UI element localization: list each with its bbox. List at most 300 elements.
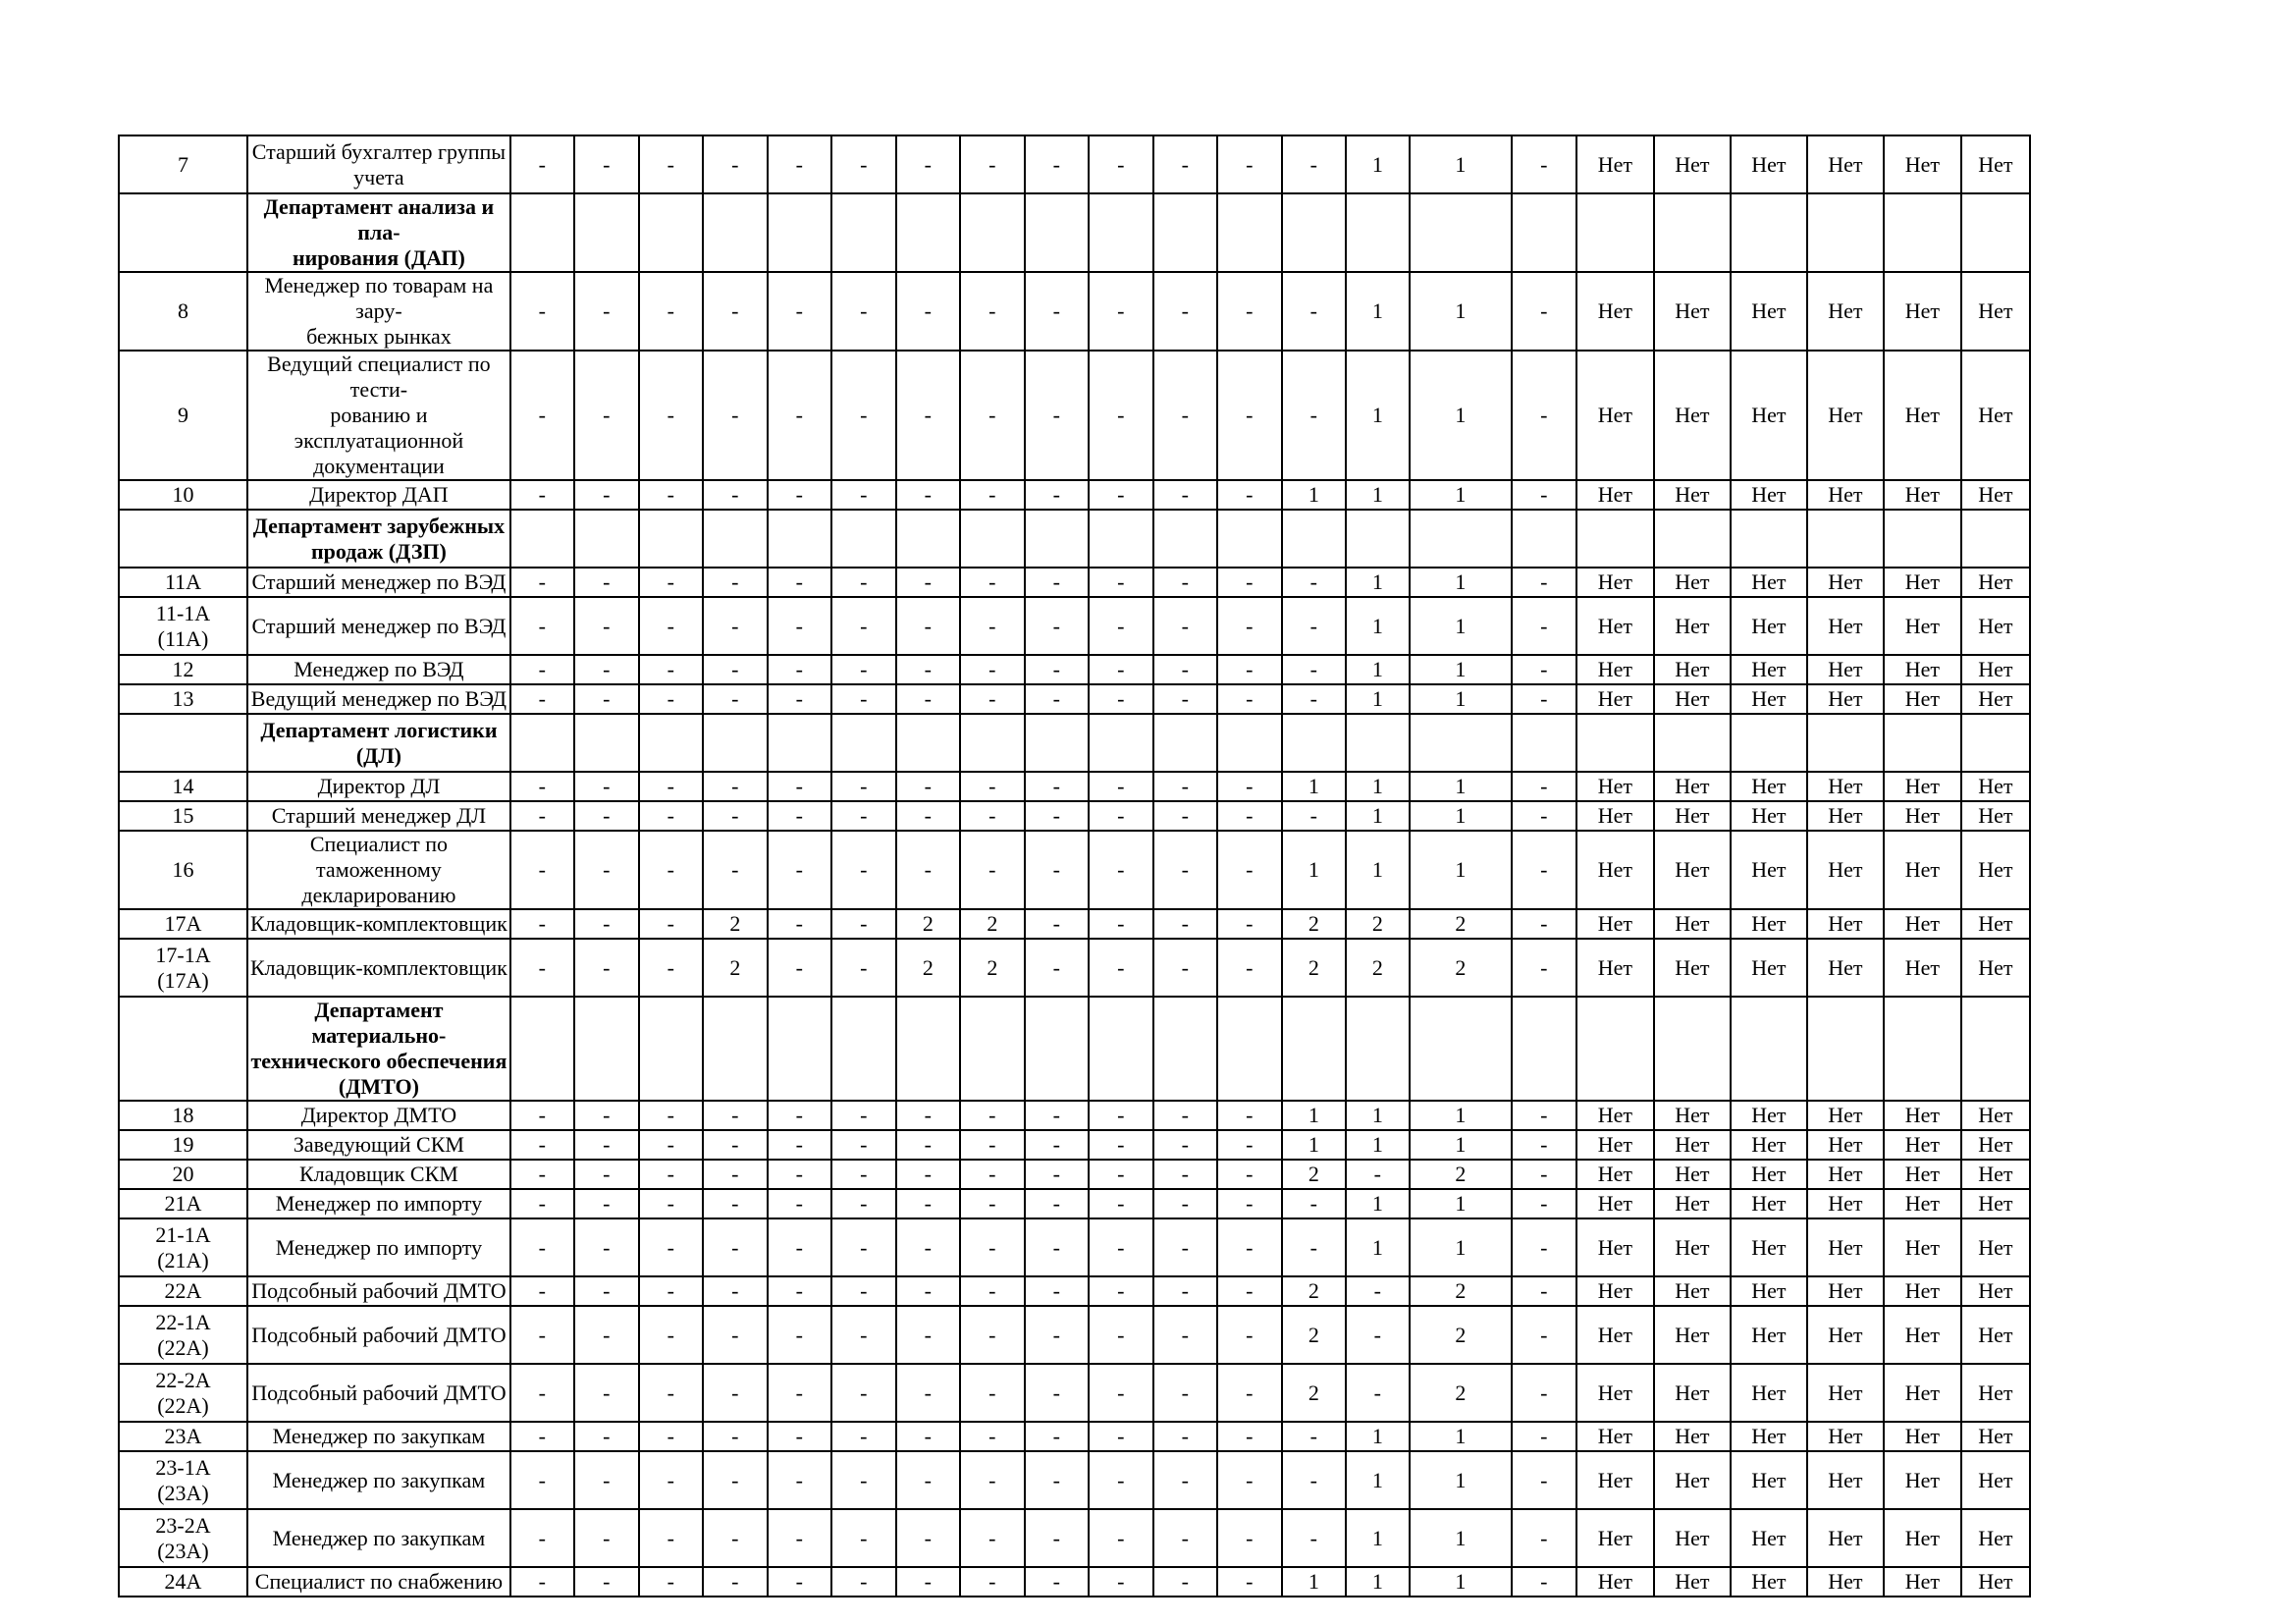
- value-cell: -: [1089, 1160, 1153, 1189]
- value-cell: -: [1089, 801, 1153, 831]
- value-cell: -: [831, 480, 896, 510]
- value-cell: Нет: [1654, 480, 1731, 510]
- value-cell: -: [1512, 1451, 1576, 1509]
- value-cell: Нет: [1884, 684, 1961, 714]
- value-cell: -: [574, 568, 639, 597]
- value-cell: -: [768, 1451, 831, 1509]
- value-cell: Нет: [1654, 1422, 1731, 1451]
- value-cell: -: [1217, 1422, 1282, 1451]
- value-cell: [1576, 997, 1654, 1101]
- value-cell: Нет: [1961, 568, 2030, 597]
- value-cell: 1: [1410, 597, 1512, 655]
- value-cell: Нет: [1576, 1101, 1654, 1130]
- value-cell: Нет: [1961, 1160, 2030, 1189]
- value-cell: Нет: [1731, 1101, 1807, 1130]
- value-cell: [574, 714, 639, 772]
- value-cell: Нет: [1884, 939, 1961, 997]
- value-cell: -: [831, 1101, 896, 1130]
- value-cell: Нет: [1576, 568, 1654, 597]
- value-cell: 2: [703, 909, 768, 939]
- value-cell: -: [960, 831, 1025, 909]
- value-cell: Нет: [1807, 1306, 1884, 1364]
- value-cell: [1217, 714, 1282, 772]
- value-cell: -: [1512, 939, 1576, 997]
- value-cell: -: [896, 772, 960, 801]
- value-cell: 1: [1346, 1130, 1410, 1160]
- value-cell: Нет: [1576, 684, 1654, 714]
- value-cell: Нет: [1807, 1160, 1884, 1189]
- value-cell: -: [831, 1451, 896, 1509]
- value-cell: -: [703, 1218, 768, 1276]
- value-cell: 1: [1410, 831, 1512, 909]
- position-number-cell: [119, 997, 247, 1101]
- value-cell: -: [703, 1364, 768, 1422]
- position-name-cell: Ведущий специалист по тести- рованию и эксплуатационной документации: [247, 351, 510, 480]
- value-cell: -: [703, 1160, 768, 1189]
- value-cell: -: [574, 135, 639, 193]
- value-cell: -: [831, 1567, 896, 1597]
- value-cell: -: [574, 351, 639, 480]
- value-cell: -: [1282, 597, 1346, 655]
- value-cell: Нет: [1654, 568, 1731, 597]
- value-cell: Нет: [1807, 1189, 1884, 1218]
- value-cell: -: [1025, 801, 1089, 831]
- value-cell: 2: [1282, 1160, 1346, 1189]
- value-cell: -: [831, 831, 896, 909]
- positions-table-body: [119, 135, 2030, 1597]
- table-row: [119, 1509, 2030, 1567]
- table-row: [119, 1364, 2030, 1422]
- value-cell: [1346, 997, 1410, 1101]
- value-cell: [510, 510, 574, 568]
- value-cell: -: [1025, 655, 1089, 684]
- value-cell: -: [1089, 1364, 1153, 1422]
- value-cell: -: [1153, 1101, 1217, 1130]
- value-cell: -: [1512, 1422, 1576, 1451]
- value-cell: -: [574, 655, 639, 684]
- position-number-cell: 23-2А (23А): [119, 1509, 247, 1567]
- value-cell: [1153, 997, 1217, 1101]
- value-cell: 1: [1410, 684, 1512, 714]
- value-cell: Нет: [1576, 772, 1654, 801]
- value-cell: Нет: [1961, 684, 2030, 714]
- value-cell: [768, 193, 831, 272]
- value-cell: [1512, 510, 1576, 568]
- value-cell: -: [1217, 831, 1282, 909]
- value-cell: Нет: [1654, 939, 1731, 997]
- value-cell: -: [960, 655, 1025, 684]
- value-cell: Нет: [1807, 655, 1884, 684]
- value-cell: [1089, 714, 1153, 772]
- value-cell: Нет: [1731, 1364, 1807, 1422]
- value-cell: -: [1217, 1306, 1282, 1364]
- value-cell: -: [1217, 568, 1282, 597]
- value-cell: 1: [1282, 1130, 1346, 1160]
- value-cell: -: [639, 1130, 703, 1160]
- value-cell: Нет: [1884, 1422, 1961, 1451]
- value-cell: Нет: [1807, 135, 1884, 193]
- value-cell: Нет: [1576, 655, 1654, 684]
- table-row: [119, 351, 2030, 480]
- value-cell: -: [1512, 1130, 1576, 1160]
- value-cell: 1: [1346, 597, 1410, 655]
- value-cell: -: [960, 1160, 1025, 1189]
- value-cell: -: [510, 801, 574, 831]
- value-cell: Нет: [1654, 772, 1731, 801]
- position-name-cell: Старший менеджер по ВЭД: [247, 597, 510, 655]
- value-cell: -: [768, 351, 831, 480]
- value-cell: [896, 997, 960, 1101]
- value-cell: -: [703, 1189, 768, 1218]
- value-cell: Нет: [1807, 1422, 1884, 1451]
- position-name-cell: Заведующий СКМ: [247, 1130, 510, 1160]
- value-cell: -: [510, 1422, 574, 1451]
- value-cell: Нет: [1807, 480, 1884, 510]
- position-name-cell: Директор ДМТО: [247, 1101, 510, 1130]
- value-cell: -: [639, 772, 703, 801]
- value-cell: -: [1089, 480, 1153, 510]
- value-cell: -: [1512, 1189, 1576, 1218]
- position-name-cell: Кладовщик СКМ: [247, 1160, 510, 1189]
- value-cell: 1: [1410, 568, 1512, 597]
- value-cell: -: [1282, 655, 1346, 684]
- value-cell: 1: [1346, 684, 1410, 714]
- value-cell: -: [831, 801, 896, 831]
- value-cell: -: [703, 655, 768, 684]
- value-cell: -: [1512, 909, 1576, 939]
- value-cell: -: [960, 1364, 1025, 1422]
- position-name-cell: Специалист по снабжению: [247, 1567, 510, 1597]
- value-cell: [1153, 714, 1217, 772]
- table-row: [119, 597, 2030, 655]
- value-cell: -: [510, 1218, 574, 1276]
- value-cell: -: [1025, 135, 1089, 193]
- value-cell: -: [703, 480, 768, 510]
- position-number-cell: 8: [119, 272, 247, 351]
- department-name-cell: Департамент материально- технического обеспечения (ДМТО): [247, 997, 510, 1101]
- value-cell: Нет: [1961, 1130, 2030, 1160]
- value-cell: -: [831, 655, 896, 684]
- department-header-row: [119, 997, 2030, 1101]
- table-row: [119, 684, 2030, 714]
- table-row: [119, 1218, 2030, 1276]
- value-cell: -: [1089, 1451, 1153, 1509]
- table-row: [119, 1451, 2030, 1509]
- value-cell: -: [768, 684, 831, 714]
- value-cell: Нет: [1807, 772, 1884, 801]
- value-cell: [831, 997, 896, 1101]
- value-cell: [1512, 997, 1576, 1101]
- value-cell: -: [1512, 1509, 1576, 1567]
- value-cell: [1346, 193, 1410, 272]
- value-cell: -: [831, 568, 896, 597]
- value-cell: -: [574, 801, 639, 831]
- value-cell: Нет: [1961, 351, 2030, 480]
- value-cell: -: [574, 1567, 639, 1597]
- value-cell: [639, 510, 703, 568]
- value-cell: -: [1025, 1276, 1089, 1306]
- value-cell: -: [768, 480, 831, 510]
- position-name-cell: Подсобный рабочий ДМТО: [247, 1306, 510, 1364]
- position-name-cell: Ведущий менеджер по ВЭД: [247, 684, 510, 714]
- position-name-cell: Менеджер по ВЭД: [247, 655, 510, 684]
- value-cell: -: [1153, 597, 1217, 655]
- value-cell: [1654, 714, 1731, 772]
- value-cell: -: [1153, 1189, 1217, 1218]
- value-cell: -: [768, 909, 831, 939]
- value-cell: -: [1153, 1509, 1217, 1567]
- value-cell: 2: [1346, 939, 1410, 997]
- value-cell: Нет: [1576, 1189, 1654, 1218]
- value-cell: -: [510, 1101, 574, 1130]
- value-cell: -: [1025, 1509, 1089, 1567]
- value-cell: -: [896, 1276, 960, 1306]
- value-cell: 1: [1410, 801, 1512, 831]
- value-cell: -: [510, 1306, 574, 1364]
- value-cell: 1: [1346, 568, 1410, 597]
- value-cell: Нет: [1654, 655, 1731, 684]
- value-cell: -: [831, 939, 896, 997]
- value-cell: -: [896, 1130, 960, 1160]
- value-cell: Нет: [1884, 1276, 1961, 1306]
- value-cell: -: [1025, 831, 1089, 909]
- value-cell: 2: [1410, 1364, 1512, 1422]
- value-cell: -: [831, 1189, 896, 1218]
- value-cell: -: [703, 597, 768, 655]
- value-cell: [703, 714, 768, 772]
- value-cell: -: [510, 568, 574, 597]
- value-cell: 1: [1346, 1189, 1410, 1218]
- value-cell: -: [768, 597, 831, 655]
- value-cell: -: [1025, 1567, 1089, 1597]
- value-cell: [510, 193, 574, 272]
- value-cell: [960, 510, 1025, 568]
- table-row: [119, 1101, 2030, 1130]
- value-cell: [703, 193, 768, 272]
- value-cell: [1961, 193, 2030, 272]
- value-cell: -: [960, 1422, 1025, 1451]
- value-cell: -: [768, 1306, 831, 1364]
- value-cell: Нет: [1731, 351, 1807, 480]
- value-cell: Нет: [1731, 568, 1807, 597]
- value-cell: -: [896, 684, 960, 714]
- value-cell: -: [831, 1509, 896, 1567]
- value-cell: -: [639, 1451, 703, 1509]
- value-cell: 1: [1346, 801, 1410, 831]
- value-cell: [1731, 714, 1807, 772]
- value-cell: -: [960, 597, 1025, 655]
- value-cell: -: [896, 655, 960, 684]
- value-cell: -: [1217, 1130, 1282, 1160]
- value-cell: -: [703, 272, 768, 351]
- value-cell: [1576, 510, 1654, 568]
- position-name-cell: Менеджер по импорту: [247, 1218, 510, 1276]
- value-cell: -: [768, 772, 831, 801]
- value-cell: -: [1282, 1422, 1346, 1451]
- value-cell: -: [1153, 272, 1217, 351]
- value-cell: 1: [1346, 655, 1410, 684]
- value-cell: [1807, 997, 1884, 1101]
- value-cell: -: [1089, 272, 1153, 351]
- value-cell: -: [896, 272, 960, 351]
- value-cell: [1025, 997, 1089, 1101]
- position-number-cell: 13: [119, 684, 247, 714]
- value-cell: Нет: [1654, 1567, 1731, 1597]
- value-cell: Нет: [1576, 1451, 1654, 1509]
- value-cell: Нет: [1961, 480, 2030, 510]
- value-cell: 1: [1346, 1218, 1410, 1276]
- value-cell: Нет: [1961, 272, 2030, 351]
- value-cell: Нет: [1961, 1218, 2030, 1276]
- value-cell: 1: [1282, 831, 1346, 909]
- value-cell: -: [768, 272, 831, 351]
- value-cell: -: [831, 684, 896, 714]
- value-cell: -: [1512, 1218, 1576, 1276]
- value-cell: -: [1025, 909, 1089, 939]
- value-cell: -: [703, 1130, 768, 1160]
- value-cell: -: [639, 1306, 703, 1364]
- value-cell: -: [1512, 1364, 1576, 1422]
- value-cell: -: [1153, 684, 1217, 714]
- value-cell: -: [960, 1451, 1025, 1509]
- value-cell: Нет: [1576, 909, 1654, 939]
- value-cell: -: [896, 1509, 960, 1567]
- position-number-cell: 11-1А (11А): [119, 597, 247, 655]
- value-cell: -: [1025, 568, 1089, 597]
- value-cell: [1217, 193, 1282, 272]
- value-cell: [768, 714, 831, 772]
- value-cell: Нет: [1731, 1130, 1807, 1160]
- value-cell: -: [768, 1276, 831, 1306]
- value-cell: Нет: [1731, 801, 1807, 831]
- position-number-cell: 11А: [119, 568, 247, 597]
- value-cell: -: [703, 1567, 768, 1597]
- value-cell: -: [960, 1189, 1025, 1218]
- value-cell: -: [574, 1451, 639, 1509]
- value-cell: 1: [1410, 1451, 1512, 1509]
- value-cell: -: [574, 480, 639, 510]
- value-cell: Нет: [1807, 351, 1884, 480]
- value-cell: -: [960, 1509, 1025, 1567]
- value-cell: 1: [1282, 1101, 1346, 1130]
- position-name-cell: Директор ДЛ: [247, 772, 510, 801]
- value-cell: Нет: [1961, 772, 2030, 801]
- value-cell: 1: [1346, 772, 1410, 801]
- value-cell: Нет: [1884, 1101, 1961, 1130]
- position-number-cell: 23-1А (23А): [119, 1451, 247, 1509]
- value-cell: -: [1512, 1160, 1576, 1189]
- value-cell: -: [1089, 135, 1153, 193]
- position-number-cell: 24А: [119, 1567, 247, 1597]
- value-cell: -: [1089, 684, 1153, 714]
- value-cell: Нет: [1576, 1364, 1654, 1422]
- value-cell: -: [639, 1422, 703, 1451]
- value-cell: -: [1153, 909, 1217, 939]
- value-cell: [1217, 510, 1282, 568]
- position-name-cell: Специалист по таможенному декларированию: [247, 831, 510, 909]
- value-cell: -: [1512, 655, 1576, 684]
- value-cell: -: [703, 1276, 768, 1306]
- value-cell: [1089, 997, 1153, 1101]
- value-cell: -: [703, 801, 768, 831]
- value-cell: 2: [1410, 1276, 1512, 1306]
- value-cell: [639, 714, 703, 772]
- value-cell: -: [896, 1422, 960, 1451]
- value-cell: Нет: [1576, 1306, 1654, 1364]
- value-cell: -: [831, 1130, 896, 1160]
- value-cell: [1089, 193, 1153, 272]
- value-cell: Нет: [1576, 351, 1654, 480]
- value-cell: -: [1512, 831, 1576, 909]
- position-number-cell: 14: [119, 772, 247, 801]
- position-name-cell: Директор ДАП: [247, 480, 510, 510]
- value-cell: Нет: [1807, 1130, 1884, 1160]
- value-cell: [1025, 714, 1089, 772]
- value-cell: Нет: [1884, 1306, 1961, 1364]
- value-cell: -: [768, 135, 831, 193]
- value-cell: Нет: [1807, 1364, 1884, 1422]
- position-name-cell: Старший бухгалтер группы учета: [247, 135, 510, 193]
- value-cell: -: [831, 1306, 896, 1364]
- value-cell: -: [703, 1422, 768, 1451]
- value-cell: Нет: [1731, 1451, 1807, 1509]
- value-cell: -: [703, 772, 768, 801]
- value-cell: 1: [1410, 655, 1512, 684]
- value-cell: Нет: [1654, 1189, 1731, 1218]
- value-cell: Нет: [1576, 1160, 1654, 1189]
- value-cell: Нет: [1807, 597, 1884, 655]
- value-cell: -: [574, 272, 639, 351]
- position-number-cell: 21А: [119, 1189, 247, 1218]
- value-cell: -: [1025, 1306, 1089, 1364]
- value-cell: -: [1153, 1276, 1217, 1306]
- value-cell: -: [1153, 480, 1217, 510]
- value-cell: -: [703, 351, 768, 480]
- value-cell: [768, 510, 831, 568]
- table-row: [119, 568, 2030, 597]
- value-cell: [1576, 714, 1654, 772]
- table-row: [119, 772, 2030, 801]
- value-cell: Нет: [1807, 801, 1884, 831]
- value-cell: 1: [1410, 480, 1512, 510]
- value-cell: Нет: [1731, 655, 1807, 684]
- value-cell: -: [1089, 1422, 1153, 1451]
- value-cell: Нет: [1576, 1567, 1654, 1597]
- value-cell: -: [574, 1364, 639, 1422]
- value-cell: [1731, 997, 1807, 1101]
- value-cell: -: [1282, 568, 1346, 597]
- value-cell: -: [1512, 772, 1576, 801]
- value-cell: Нет: [1654, 1160, 1731, 1189]
- value-cell: -: [1217, 1101, 1282, 1130]
- value-cell: Нет: [1654, 1509, 1731, 1567]
- value-cell: -: [1153, 831, 1217, 909]
- value-cell: [1807, 714, 1884, 772]
- value-cell: -: [1217, 1567, 1282, 1597]
- value-cell: -: [960, 684, 1025, 714]
- value-cell: -: [1089, 909, 1153, 939]
- value-cell: Нет: [1654, 1451, 1731, 1509]
- value-cell: -: [896, 1364, 960, 1422]
- value-cell: 2: [1346, 909, 1410, 939]
- value-cell: Нет: [1961, 801, 2030, 831]
- value-cell: -: [960, 568, 1025, 597]
- value-cell: -: [1217, 1364, 1282, 1422]
- value-cell: Нет: [1961, 1422, 2030, 1451]
- value-cell: [1025, 510, 1089, 568]
- value-cell: Нет: [1884, 480, 1961, 510]
- value-cell: -: [1153, 1567, 1217, 1597]
